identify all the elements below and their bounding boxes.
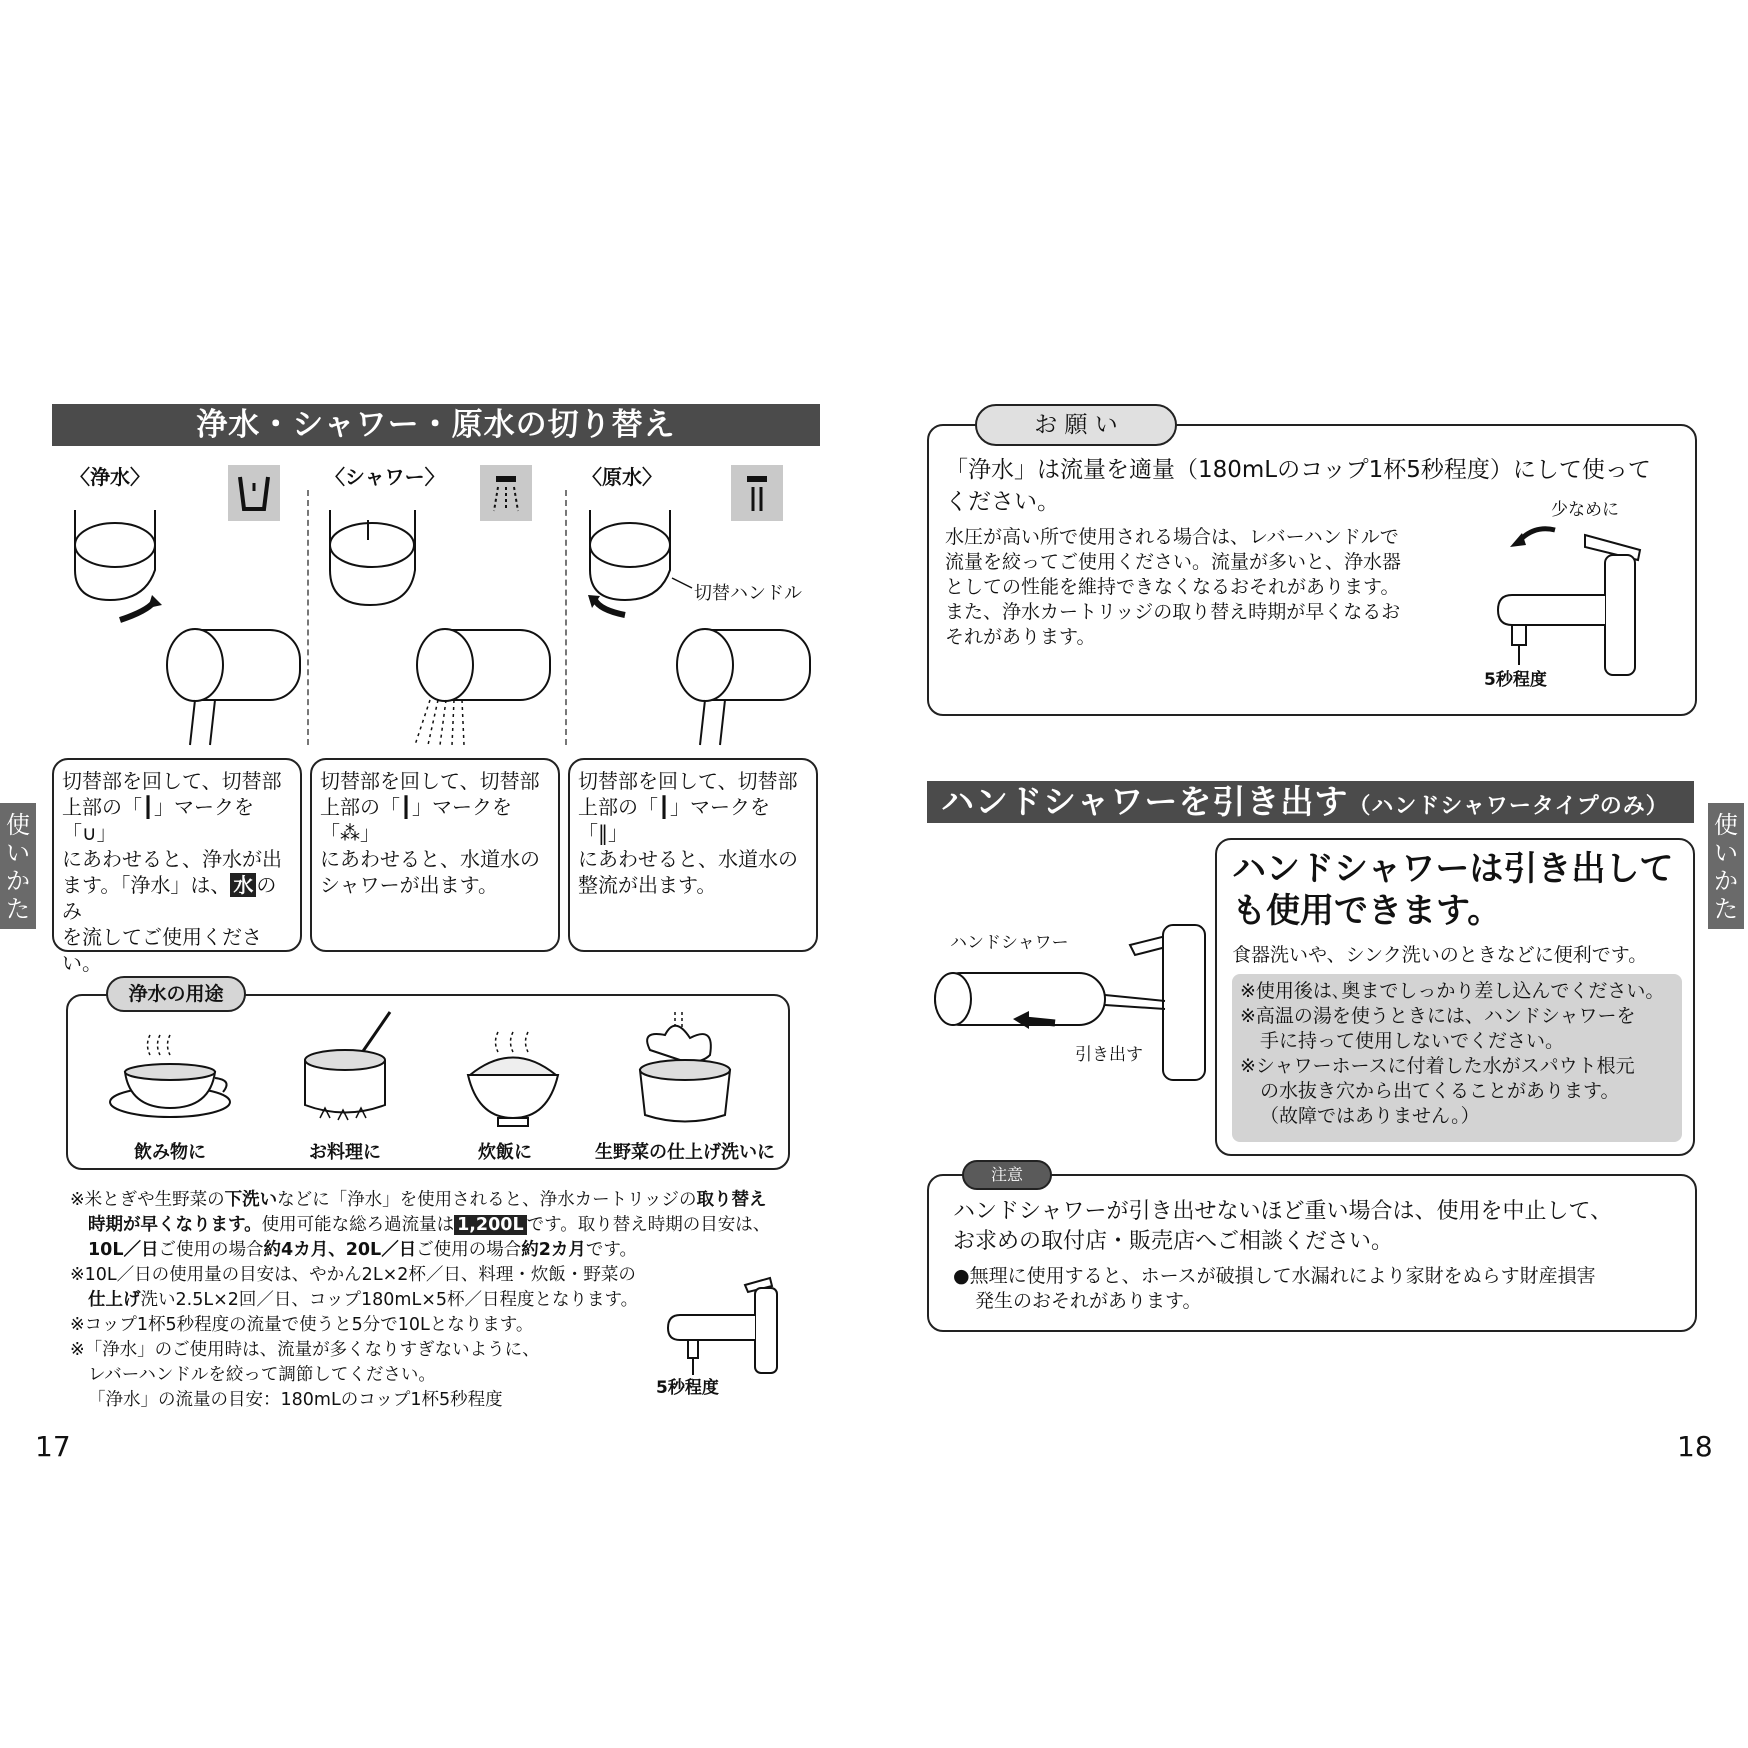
- text-line: 上部の「┃」マークを「⁂」: [320, 795, 513, 845]
- text-line: レバーハンドルを絞って調節してください。: [88, 1365, 436, 1385]
- text-line: 「浄水」の流量の目安：180mLのコップ1杯5秒程度: [88, 1390, 503, 1410]
- text-line: ●無理に使用すると、ホースが破損して水漏れにより家財をぬらす財産損害: [953, 1265, 1596, 1287]
- teacup-icon: [105, 1030, 235, 1130]
- text-line: 切替部を回して、切替部: [578, 769, 798, 793]
- less-label: 少なめに: [1551, 500, 1619, 520]
- text-line: としての性能を維持できなくなるおそれがあります。: [945, 576, 1400, 598]
- text-line: ※高温の湯を使うときには、ハンドシャワーを: [1240, 1005, 1636, 1027]
- request-main: [945, 454, 1651, 518]
- text-line: ハンドシャワーは引き出して: [1232, 849, 1674, 889]
- text-line: 仕上げ洗い2.5L×2回／日、コップ180mL×5杯／日程度となります。: [88, 1290, 639, 1310]
- mode-description-shower: [310, 758, 560, 952]
- page-number-right: 18: [1677, 1430, 1713, 1463]
- request-title: お 願 い: [975, 404, 1177, 446]
- caution-sub: [953, 1264, 1596, 1314]
- rice-bowl-icon: [458, 1030, 568, 1130]
- text-line: ※「浄水」のご使用時は、流量が多くなりすぎないように、: [70, 1340, 540, 1360]
- text-line: を流してご使用ください。: [62, 925, 262, 975]
- side-tab-right: 使いかた: [1708, 803, 1744, 929]
- text-line: それがあります。: [945, 626, 1096, 648]
- text-line: ます。「浄水」は、 水 のみ: [62, 873, 277, 923]
- use-label-vegetables: 生野菜の仕上げ洗いに: [595, 1142, 775, 1163]
- faucet-purified-illustration: [60, 500, 310, 750]
- text-line: 流量を絞ってご使用ください。流量が多いと、浄水器: [945, 551, 1402, 573]
- text-line: ハンドシャワーが引き出せないほど重い場合は、使用を中止して、: [953, 1199, 1613, 1224]
- text-line: お求めの取付店・販売店へご相談ください。: [953, 1229, 1394, 1254]
- mode-description-raw: [568, 758, 818, 952]
- divider: [565, 490, 567, 745]
- note-3: ※コップ1杯5秒程度の流量で使うと5分で10Lとなります。: [70, 1315, 534, 1335]
- text-line: また、浄水カートリッジの取り替え時期が早くなるお: [945, 601, 1401, 623]
- five-sec-label-right: 5秒程度: [1484, 670, 1547, 690]
- text-line: （故障ではありません。）: [1260, 1105, 1480, 1127]
- handshower-notes: [1232, 974, 1682, 1142]
- highlight-total-flow: 1,200L: [454, 1215, 527, 1235]
- side-tab-left: 使いかた: [0, 803, 36, 929]
- highlight-water: 水: [230, 873, 256, 897]
- handshower-sub: 食器洗いや、シンク洗いのときなどに便利です。: [1232, 944, 1648, 966]
- five-sec-label: 5秒程度: [656, 1378, 719, 1398]
- text-line: ※シャワーホースに付着した水がスパウト根元: [1240, 1055, 1635, 1077]
- note-4: [70, 1338, 540, 1413]
- use-label-cooking: お料理に: [309, 1142, 381, 1163]
- mode-label-shower: 〈シャワー〉: [325, 465, 445, 489]
- vegetable-wash-icon: [630, 1010, 740, 1130]
- hand-shower-label: ハンドシャワー: [950, 933, 1069, 953]
- right-section-title: ハンドシャワーを引き出す（ハンドシャワータイプのみ）: [927, 781, 1694, 823]
- text-line: 切替部を回して、切替部: [62, 769, 282, 793]
- page-number-left: 17: [35, 1430, 71, 1463]
- faucet-shower-illustration: [320, 500, 560, 750]
- request-body: [945, 525, 1401, 650]
- text-line: の水抜き穴から出てくることがあります。: [1260, 1080, 1620, 1102]
- faucet-raw-illustration: [580, 500, 820, 750]
- text-line: ※米とぎや生野菜の下洗いなどに「浄水」を使用されると、浄水カートリッジの取り替え: [70, 1190, 767, 1210]
- text-line: 10L／日ご使用の場合約4カ月、20L／日ご使用の場合約2カ月です。: [88, 1240, 637, 1260]
- text-line: も使用できます。: [1232, 891, 1502, 931]
- text-line: 切替部を回して、切替部: [320, 769, 540, 793]
- use-label-drinks: 飲み物に: [134, 1142, 206, 1163]
- text-line: ください。: [945, 489, 1060, 515]
- text-line: 発生のおそれがあります。: [975, 1290, 1202, 1312]
- pull-label: 引き出す: [1075, 1045, 1143, 1065]
- small-faucet-illustration: [660, 1270, 810, 1390]
- text-line: 上部の「┃」マークを「‖」: [578, 795, 771, 845]
- cooking-pot-icon: [290, 1010, 400, 1130]
- use-label-rice: 炊飯に: [478, 1142, 532, 1163]
- caution-title: 注意: [962, 1160, 1052, 1190]
- handle-label: 切替ハンドル: [694, 583, 802, 604]
- caution-main: [953, 1197, 1612, 1257]
- text-line: にあわせると、浄水が出: [62, 847, 282, 871]
- text-line: にあわせると、水道水の: [320, 847, 540, 871]
- note-1: [70, 1188, 810, 1263]
- mode-label-purified: 〈浄水〉: [70, 465, 150, 489]
- text-line: 整流が出ます。: [578, 873, 717, 897]
- text-line: にあわせると、水道水の: [578, 847, 798, 871]
- mode-label-raw: 〈原水〉: [582, 465, 662, 489]
- text-line: 水圧が高い所で使用される場合は、レバーハンドルで: [945, 526, 1399, 548]
- text-line: ※使用後は､奥までしっかり差し込んでください。: [1240, 980, 1665, 1002]
- text-line: ※10L／日の使用量の目安は、やかん2L×2杯／日、料理・炊飯・野菜の: [70, 1265, 636, 1285]
- text-line: 手に持って使用しないでください。: [1260, 1030, 1565, 1052]
- uses-title: 浄水の用途: [106, 976, 246, 1012]
- left-section-title: 浄水・シャワー・原水の切り替え: [52, 404, 820, 446]
- text-line: 上部の「┃」マークを「∪」: [62, 795, 255, 845]
- text-line: シャワーが出ます。: [320, 873, 498, 897]
- handshower-headline: [1232, 848, 1673, 932]
- text-line: 時期が早くなります。使用可能な総ろ過流量は 1,200L です。取り替え時期の目安は、: [88, 1215, 771, 1235]
- text-line: 「浄水」は流量を適量（180mLのコップ1杯5秒程度）にして使って: [945, 457, 1651, 483]
- mode-description-purified: [52, 758, 302, 975]
